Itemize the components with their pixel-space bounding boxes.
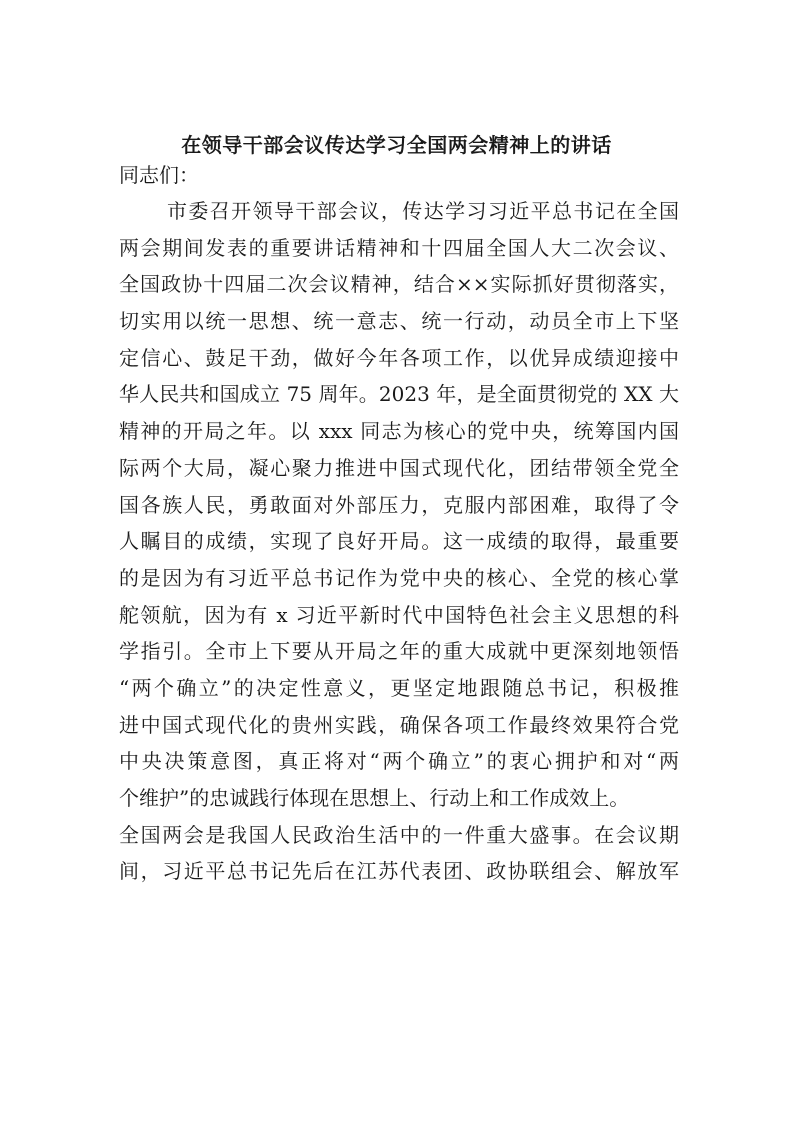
body-line: 市委召开领导干部会议，传达学习习近平总书记在全国 — [167, 199, 679, 223]
body-line: 中央决策意图，真正将对“两个确立”的衷心拥护和对“两 — [119, 749, 679, 774]
body-line: 切实用以统一思想、统一意志、统一行动，动员全市上下坚 — [119, 309, 679, 334]
body-line: 定信心、鼓足干劲，做好今年各项工作，以优异成绩迎接中 — [119, 345, 679, 370]
body-line: 的是因为有习近平总书记作为党中央的核心、全党的核心掌 — [119, 565, 679, 590]
body-line: 学指引。全市上下要从开局之年的重大成就中更深刻地领悟 — [119, 639, 679, 664]
body-line: 华人民共和国成立 75 周年。2023 年，是全面贯彻党的 XX 大 — [119, 382, 679, 407]
body-line: “两个确立”的决定性意义，更坚定地跟随总书记，积极推 — [119, 675, 679, 700]
body-line: 间，习近平总书记先后在江苏代表团、政协联组会、解放军 — [119, 859, 679, 884]
body-line: 进中国式现代化的贵州实践，确保各项工作最终效果符合党 — [119, 712, 679, 737]
body-line: 精神的开局之年。以 xxx 同志为核心的党中央，统筹国内国 — [119, 419, 679, 444]
document-title: 在领导干部会议传达学习全国两会精神上的讲话 — [181, 133, 612, 157]
body-line: 人瞩目的成绩，实现了良好开局。这一成绩的取得，最重要 — [119, 529, 679, 554]
body-line: 舵领航，因为有 x 习近平新时代中国特色社会主义思想的科 — [119, 602, 679, 627]
body-line: 两会期间发表的重要讲话精神和十四届全国人大二次会议、 — [119, 235, 679, 260]
body-line: 个维护”的忠诚践行体现在思想上、行动上和工作成效上。 — [119, 786, 630, 810]
body-line: 国各族人民，勇敢面对外部压力，克服内部困难，取得了令 — [119, 492, 679, 517]
body-text — [119, 193, 679, 890]
body-line: 全国两会是我国人民政治生活中的一件重大盛事。在会议期 — [119, 822, 679, 847]
body-line: 全国政协十四届二次会议精神，结合××实际抓好贯彻落实， — [119, 272, 679, 297]
salutation: 同志们： — [119, 163, 199, 187]
body-line: 际两个大局，凝心聚力推进中国式现代化，团结带领全党全 — [119, 455, 679, 480]
